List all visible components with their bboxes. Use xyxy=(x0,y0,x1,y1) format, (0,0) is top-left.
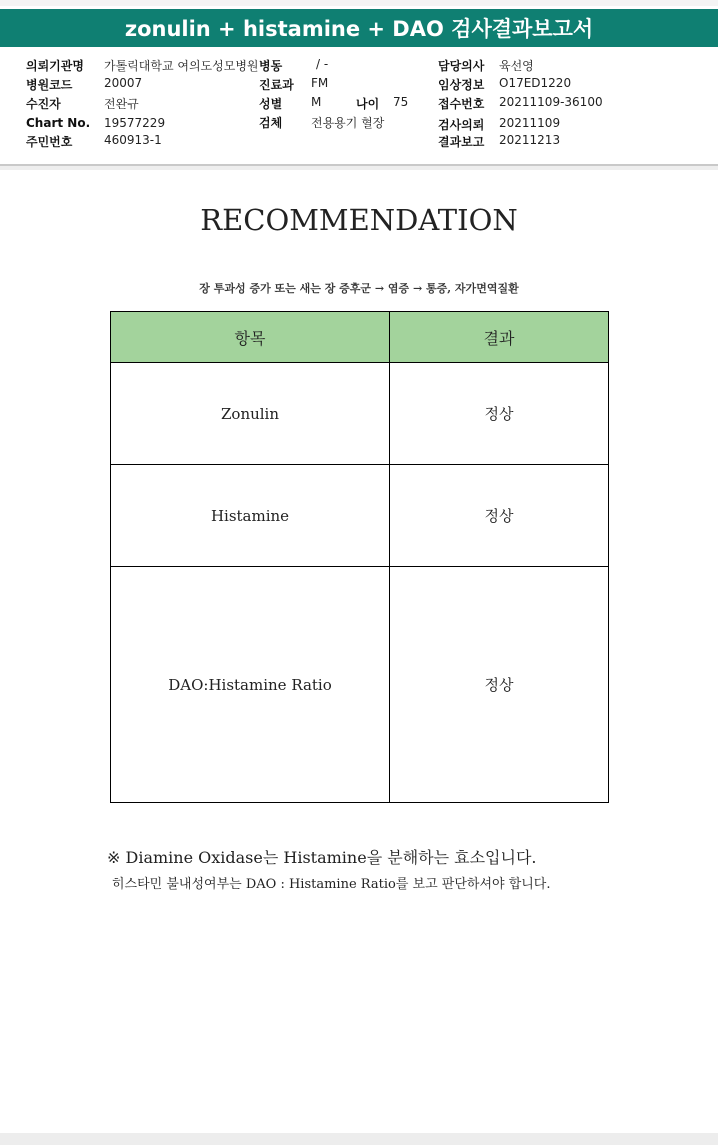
row-result-histamine: 정상 xyxy=(390,465,609,567)
reception-no-value: 20211109-36100 xyxy=(499,95,603,109)
row-item-dao-ratio: DAO:Histamine Ratio xyxy=(111,567,390,803)
recommendation-subtitle: 장 투과성 증가 또는 새는 장 증후군 → 염증 → 통증, 자가면역질환 xyxy=(199,282,519,295)
chart-no-label: Chart No. xyxy=(26,116,91,130)
hospital-code-label: 병원코드 xyxy=(26,78,73,92)
doctor-value: 육선영 xyxy=(499,59,534,73)
recommendation-title: RECOMMENDATION xyxy=(200,203,518,237)
resident-id-value: 460913-1 xyxy=(104,133,162,147)
doctor-label: 담당의사 xyxy=(438,59,485,73)
report-title-banner xyxy=(0,9,718,47)
row-item-zonulin: Zonulin xyxy=(111,363,390,465)
ward-label: 병동 xyxy=(259,59,283,73)
header-divider-shadow xyxy=(0,166,718,170)
sex-value: M xyxy=(311,95,322,109)
dept-label: 진료과 xyxy=(259,78,294,92)
top-edge xyxy=(0,0,718,6)
report-title: zonulin + histamine + DAO 검사결과보고서 xyxy=(124,17,594,41)
test-request-label: 검사의뢰 xyxy=(438,118,485,132)
test-request-value: 20211109 xyxy=(499,116,561,130)
clinical-info-label: 임상정보 xyxy=(438,78,485,92)
institution-label: 의뢰기관명 xyxy=(26,59,84,73)
column-header-item: 항목 xyxy=(111,312,390,363)
result-report-label: 결과보고 xyxy=(438,135,485,149)
table-row xyxy=(111,567,609,803)
row-result-zonulin: 정상 xyxy=(390,363,609,465)
row-result-dao-ratio: 정상 xyxy=(390,567,609,803)
table-row xyxy=(111,363,609,465)
age-value: 75 xyxy=(393,95,409,109)
results-table xyxy=(110,311,609,803)
hospital-code-value: 20007 xyxy=(104,76,143,90)
clinical-info-value: O17ED1220 xyxy=(499,76,572,90)
row-item-histamine: Histamine xyxy=(111,465,390,567)
age-label: 나이 xyxy=(356,97,380,111)
note-histamine-intolerance: 히스타민 불내성여부는 DAO : Histamine Ratio를 보고 판단하셔야 합니다. xyxy=(112,877,551,892)
reception-no-label: 접수번호 xyxy=(438,97,485,111)
specimen-label: 검체 xyxy=(259,116,283,130)
resident-id-label: 주민번호 xyxy=(26,135,73,149)
result-report-value: 20211213 xyxy=(499,133,561,147)
table-row xyxy=(111,465,609,567)
patient-name-label: 수진자 xyxy=(26,97,61,111)
sex-label: 성별 xyxy=(259,97,283,111)
patient-info-block xyxy=(0,52,718,164)
table-header-row xyxy=(111,312,609,363)
chart-no-value: 19577229 xyxy=(104,116,166,130)
bottom-edge xyxy=(0,1133,718,1145)
ward-value: / - xyxy=(316,57,329,71)
institution-value: 가톨릭대학교 여의도성모병원 xyxy=(104,59,259,73)
patient-name-value: 전완규 xyxy=(104,97,139,111)
specimen-value: 전용용기 혈장 xyxy=(311,116,385,130)
dept-value: FM xyxy=(311,76,329,90)
column-header-result: 결과 xyxy=(390,312,609,363)
note-dao-definition: ※ Diamine Oxidase는 Histamine을 분해하는 효소입니다. xyxy=(107,848,537,867)
